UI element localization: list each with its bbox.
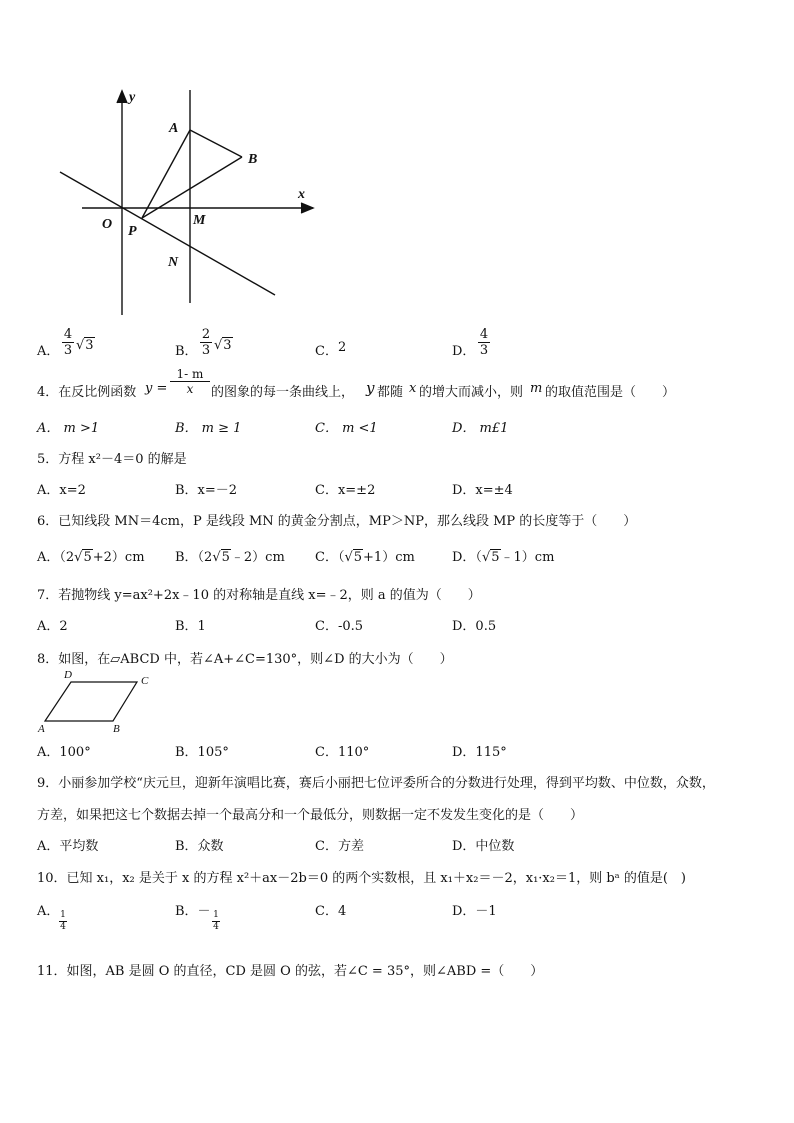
q9-line-1: 9．小丽参加学校“庆元旦，迎新年演唱比赛，赛后小丽把七位评委所合的分数进行处理，得到平均数、中位数，众数， [37,776,715,791]
q9-option-a: A．平均数 [37,839,99,854]
q3-option-b-label: B． [175,344,198,359]
q4-suffix-b: 都随 [377,385,404,400]
q10-option-b-label: B．－ [175,904,211,919]
q6-option-d: D．（√5﹣1）cm [452,550,555,565]
q5-option-c: C．x=±2 [315,483,376,498]
q10-option-a-fraction: 1 4 [60,910,66,932]
point-o-label: O [102,217,113,232]
q4-option-d: D． m£1 [452,421,509,436]
q4-fraction: 1- m x [170,368,210,395]
q11-stem: 11．如图，AB 是圆 O 的直径，CD 是圆 O 的弦，若∠C = 35°，则∠ABD =（ ） [37,964,544,979]
q10-option-b-fraction: 1 4 [213,910,219,932]
q4-y-var: y [366,379,375,397]
point-m-label: M [193,213,206,228]
q7-option-c: C．-0.5 [315,619,364,634]
q6-option-a: A．（2√5+2）cm [37,550,145,565]
point-b-label: B [248,152,258,167]
q3-option-d-label: D． [452,344,476,359]
vertex-a-label: A [38,723,45,735]
q4-suffix-d: 的取值范围是（ ） [545,385,676,400]
q3-option-d-fraction: 4 3 [479,327,489,358]
vertex-b-label: B [113,723,120,735]
q6-stem: 6．已知线段 MN＝4cm，P 是线段 MN 的黄金分割点，MP＞NP，那么线段 MP 的长度等于（ ） [37,514,637,529]
q7-option-d: D．0.5 [452,619,497,634]
q6-option-c: C．（√5+1）cm [315,550,415,565]
q8-option-a: A．100° [37,745,91,760]
q8-stem: 8．如图，在▱ABCD 中，若∠A+∠C=130°，则∠D 的大小为（ ） [37,652,453,667]
q3-option-a-radical: √3 [76,338,94,353]
point-a-label: A [169,121,179,136]
q10-option-a-label: A． [37,904,60,919]
q5-option-a: A．x=2 [37,483,86,498]
vertex-d-label: D [64,669,72,681]
point-n-label: N [168,255,179,270]
q8-option-c: C．110° [315,745,370,760]
vertex-c-label: C [141,675,149,687]
q4-y-eq: y = [145,381,168,396]
q4-prefix: 4．在反比例函数 [37,385,137,400]
axis-x-label: x [298,187,305,202]
q6-option-b: B．（2√5﹣2）cm [175,550,285,565]
q4-x-var: x [409,381,417,396]
q7-option-b: B．1 [175,619,206,634]
parallelogram-figure [35,668,160,736]
coordinate-figure [55,85,325,320]
q8-option-b: B．105° [175,745,229,760]
q5-option-d: D．x=±4 [452,483,513,498]
q10-stem: 10．已知 x₁，x₂ 是关于 x 的方程 x²＋ax－2b＝0 的两个实数根，且 x₁＋x₂＝－2，x₁·x₂＝1，则 bᵃ 的值是( ) [37,871,686,886]
q4-m-var: m [530,381,543,396]
q10-option-c: C．4 [315,904,347,919]
q5-stem: 5．方程 x²－4＝0 的解是 [37,452,187,467]
q4-suffix-a: 的图象的每一条曲线上， [211,385,355,400]
q7-stem: 7．若抛物线 y=ax²+2x﹣10 的对称轴是直线 x=﹣2，则 a 的值为（ ） [37,588,481,603]
q7-option-a: A．2 [37,619,68,634]
q3-option-a-label: A． [37,344,60,359]
q4-option-c: C． m <1 [315,421,378,436]
q3-option-c-text: 2 [338,340,347,355]
axis-y-label: y [129,90,136,105]
q9-option-c: C．方差 [315,839,364,854]
q3-option-b-fraction: 2 3 [201,327,211,358]
point-p-label: P [128,224,137,239]
q4-option-b: B． m ≥ 1 [175,421,242,436]
q4-option-a: A． m >1 [37,421,100,436]
q9-line-2: 方差，如果把这七个数据去掉一个最高分和一个最低分，则数据一定不发发生变化的是（ ） [37,808,584,823]
q4-suffix-c: 的增大而减小，则 [419,385,524,400]
q8-option-d: D．115° [452,745,507,760]
q3-option-c-label: C． [315,344,338,359]
q9-option-b: B．众数 [175,839,224,854]
q5-option-b: B．x=－2 [175,483,238,498]
q3-option-a-fraction: 4 3 [63,327,73,358]
q9-option-d: D．中位数 [452,839,515,854]
q10-option-d: D．－1 [452,904,497,919]
q3-option-b-radical: √3 [214,338,232,353]
